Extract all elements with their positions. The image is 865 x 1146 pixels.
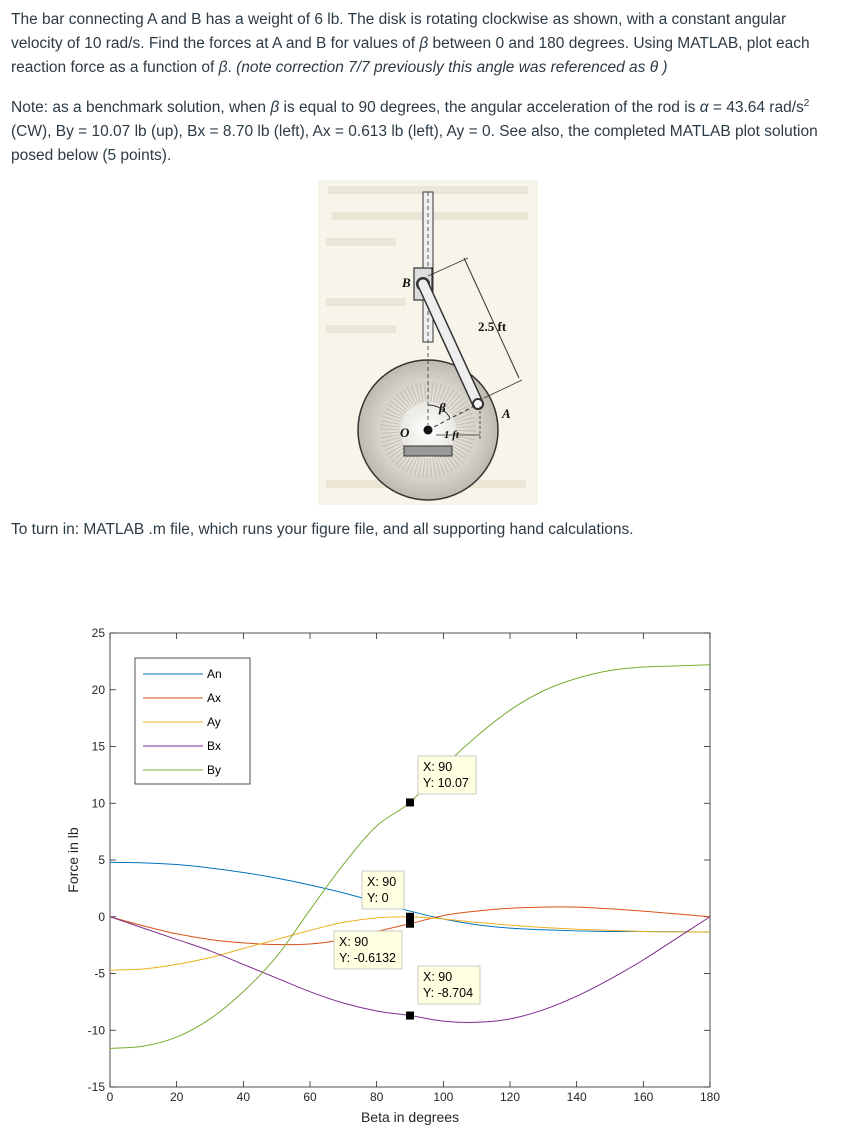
legend-label-bx: Bx (207, 739, 222, 753)
legend-label-an: An (207, 667, 222, 681)
force-plot (0, 620, 865, 1146)
datatip-y: Y: 0 (367, 891, 389, 905)
beta-symbol: β (270, 99, 280, 116)
beta-symbol: β (218, 59, 228, 76)
datatip-y: Y: 10.07 (423, 776, 469, 790)
problem-paragraph-3: To turn in: MATLAB .m file, which runs your figure file, and all supporting hand calculations. (11, 521, 634, 538)
y-tick-label: 20 (91, 682, 105, 697)
faded-print (326, 298, 406, 306)
x-tick-label: 20 (169, 1090, 184, 1104)
datatip-marker (406, 913, 414, 921)
y-tick-label: 25 (91, 626, 105, 640)
label-bar-length: 2.5 ft (478, 319, 507, 334)
x-tick-label: 120 (499, 1090, 521, 1104)
faded-print (326, 325, 396, 333)
datatip-y: Y: -8.704 (423, 986, 474, 1000)
text-span: ) (658, 59, 668, 76)
label-radius: 1 ft (444, 429, 459, 441)
alpha-symbol: α (699, 99, 709, 116)
y-tick-label: 0 (98, 909, 105, 924)
x-tick-label: 180 (699, 1090, 721, 1104)
text-span: . (227, 59, 237, 76)
label-beta: β (439, 400, 446, 415)
datatip-marker (406, 1012, 414, 1020)
y-tick-label: 5 (98, 853, 105, 867)
bearing-support (404, 446, 452, 456)
label-O: O (400, 425, 410, 440)
problem-paragraph-1 (11, 8, 841, 80)
label-A: A (502, 406, 511, 421)
legend (135, 658, 250, 784)
datatip-y: Y: -0.6132 (339, 951, 396, 965)
text-span: Note: as a benchmark solution, when (11, 99, 271, 116)
datatip-marker (406, 920, 414, 928)
datatip-x: X: 90 (367, 875, 397, 889)
x-axis-label: Beta in degrees (360, 1109, 460, 1125)
legend-box (135, 658, 250, 784)
y-tick-label: -15 (87, 1080, 105, 1094)
datatip-marker (406, 798, 414, 806)
theta-symbol: θ (649, 59, 659, 76)
x-tick-label: 60 (303, 1090, 317, 1104)
y-tick-label: -10 (87, 1023, 105, 1038)
x-tick-label: 80 (369, 1090, 384, 1104)
legend-label-ax: Ax (207, 691, 222, 705)
problem-paragraph-2 (11, 96, 841, 168)
x-tick-label: 160 (633, 1090, 654, 1104)
beta-symbol: β (419, 35, 429, 52)
y-tick-label: -5 (94, 966, 105, 981)
text-span: The bar connecting A and B has a weight of 6 lb. The disk is rotating clockwise as shown, with a constant angular velocity of 10 rad/s. Find the forces at A and B for values of (11, 11, 787, 52)
y-tick-label: 10 (91, 796, 105, 811)
datatip-x: X: 90 (339, 935, 369, 949)
exponent: 2 (803, 97, 810, 109)
y-axis-label: Force in lb (65, 827, 81, 893)
x-tick-label: 40 (236, 1090, 251, 1104)
text-span: (CW), By = 10.07 lb (up), Bx = 8.70 lb (left), Ax = 0.613 lb (left), Ay = 0. See also, the completed MATLAB plot solution posed below (5 points). (11, 123, 818, 164)
y-tick-label: 15 (91, 739, 105, 754)
text-span: is equal to 90 degrees, the angular acceleration of the rod is (279, 99, 700, 116)
text-span: between 0 and 180 degrees. Using MATLAB, plot each reaction force as a function of (11, 35, 810, 76)
datatip-x: X: 90 (423, 760, 453, 774)
x-tick-label: 140 (566, 1090, 587, 1104)
x-tick-label: 0 (106, 1090, 114, 1104)
correction-note: (note correction 7/7 previously this angle was referenced as (236, 59, 650, 76)
x-tick-label: 100 (433, 1090, 454, 1104)
mechanism-figure (318, 180, 538, 505)
datatip-x: X: 90 (423, 970, 453, 984)
label-B: B (402, 275, 411, 290)
faded-print (326, 238, 396, 246)
legend-label-ay: Ay (207, 715, 221, 729)
legend-label-by: By (207, 763, 222, 777)
text-span: = 43.64 rad/s (708, 99, 804, 116)
